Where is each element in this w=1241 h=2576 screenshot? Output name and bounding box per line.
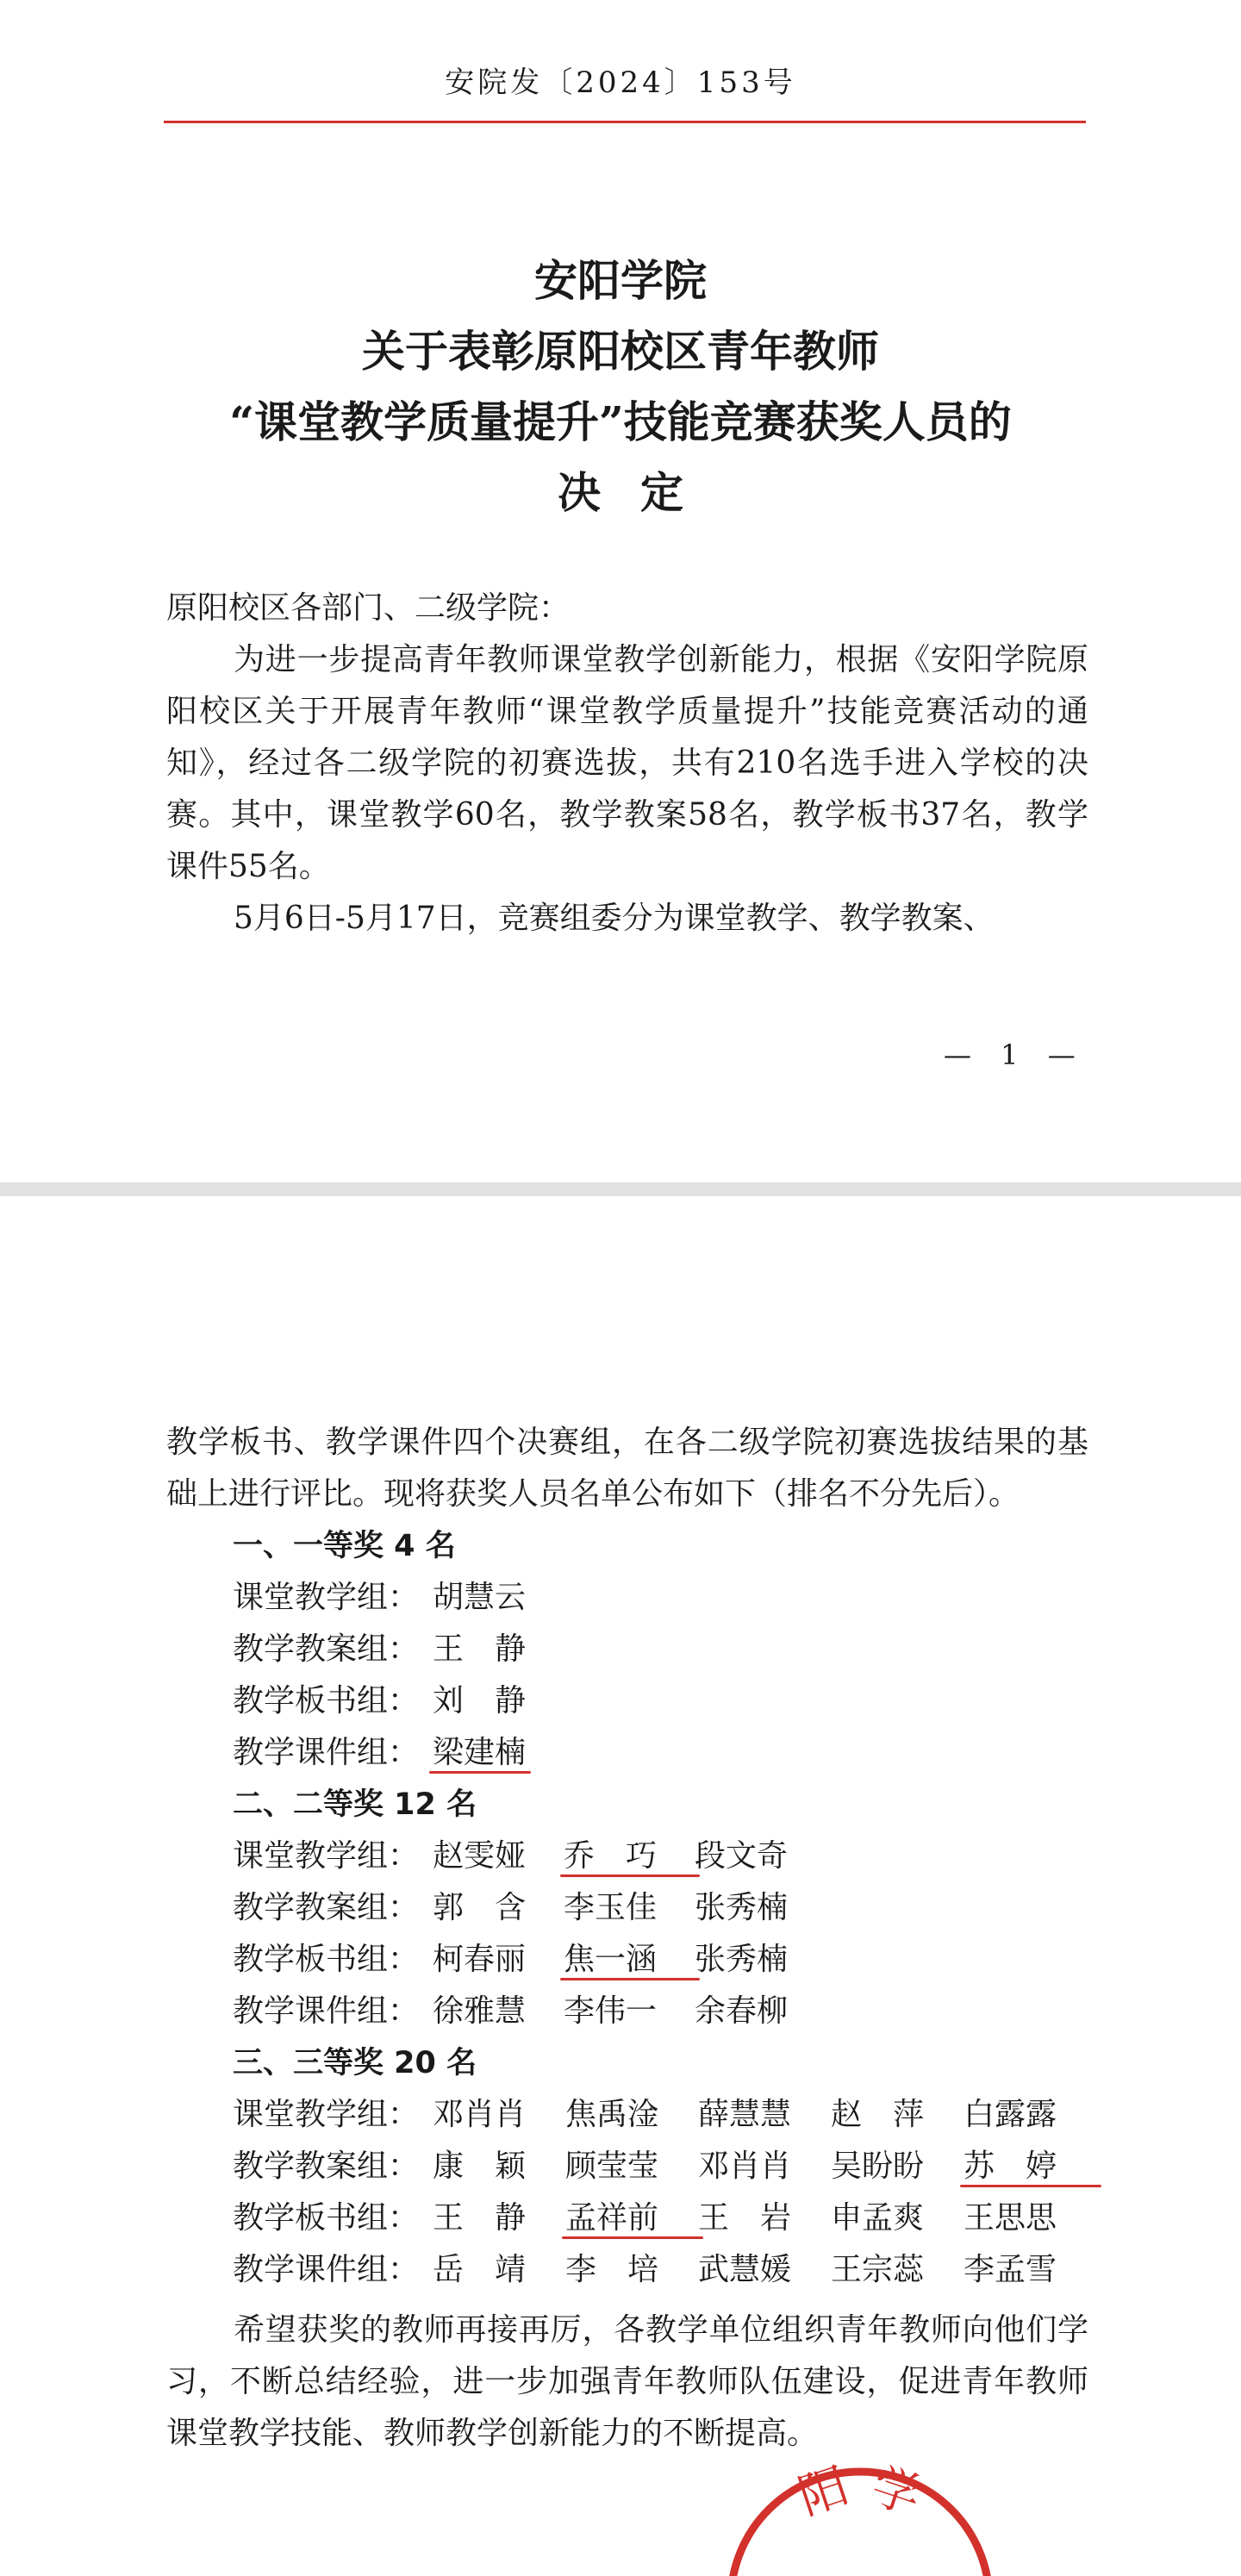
awardee-name: 岳 靖	[433, 2252, 527, 2287]
third-prize-heading: 三、三等奖 20 名	[233, 2046, 477, 2080]
awardee-name: 郭 含	[433, 1890, 527, 1925]
page-number: — 1 —	[944, 1039, 1086, 1071]
title-line-1: 安阳学院	[534, 255, 707, 306]
third-prize-row	[233, 2244, 1096, 2296]
awardee-name: 申孟爽	[831, 2200, 925, 2236]
first-prize-row	[233, 1572, 526, 1624]
closing-paragraph: 希望获奖的教师再接再厉，各教学单位组织青年教师向他们学习，不断总结经验，进一步加强青年教师队伍建设，促进青年教师课堂教学技能、教师教学创新能力的不断提高。	[166, 2312, 1088, 2451]
page-2	[0, 1196, 1241, 2576]
second-prize-row	[233, 1934, 826, 1986]
awardee-name: 康 颖	[433, 2149, 527, 2184]
awardee-name: 段文奇	[695, 1838, 789, 1874]
paragraph-2-start: 5月6日-5月17日，竞赛组委分为课堂教学、教学教案、	[234, 901, 995, 936]
group-label: 教学教案组：	[233, 1890, 420, 1925]
paragraph-1: 为进一步提高青年教师课堂教学创新能力，根据《安阳学院原阳校区关于开展青年教师“课堂教学质量提升”技能竞赛活动的通知》，经过各二级学院的初赛选拔，共有210名选手进入学校的决赛。其中，课堂教学60名，教学教案58名，教学板书37名，教学课件55名。	[166, 642, 1088, 884]
awardee-name: 李孟雪	[963, 2252, 1057, 2287]
awardee-name: 顾莹莹	[565, 2149, 659, 2184]
first-prize-row	[233, 1727, 526, 1779]
awardee-name: 邓肖肖	[698, 2149, 792, 2184]
second-prize-row	[233, 1831, 826, 1882]
awardee-name: 武慧媛	[698, 2252, 792, 2287]
awardee-name: 李伟一	[564, 1993, 658, 2029]
group-label: 教学课件组：	[233, 2252, 420, 2287]
awardee-name-underlined: 焦一涵	[564, 1934, 695, 1986]
awardee-name-underlined: 梁建楠	[433, 1727, 526, 1779]
group-label: 教学教案组：	[233, 2149, 420, 2184]
awardee-name: 李玉佳	[564, 1890, 658, 1925]
second-prize-row	[233, 1882, 826, 1934]
document-number: 安院发〔2024〕153号	[445, 65, 796, 100]
group-label: 课堂教学组：	[233, 1838, 420, 1874]
awardee-name-underlined: 孟祥前	[565, 2192, 698, 2244]
awardee-name: 徐雅慧	[433, 1993, 527, 2029]
third-prize-row	[233, 2192, 1096, 2244]
group-label: 教学课件组：	[233, 1993, 420, 2029]
awardee-name: 王思思	[963, 2200, 1057, 2236]
awardee-name: 王 静	[433, 1631, 527, 1667]
red-header-rule	[164, 121, 1086, 123]
awardee-name: 刘 静	[433, 1683, 527, 1718]
awardee-name: 白露露	[963, 2097, 1057, 2132]
title-line-3: “课堂教学质量提升”技能竞赛获奖人员的	[229, 396, 1012, 447]
awardee-name: 赵 萍	[831, 2097, 925, 2132]
awardee-name: 王 静	[433, 2200, 527, 2236]
page-separator	[0, 1182, 1241, 1196]
awardee-name: 焦禹淦	[565, 2097, 659, 2132]
awardee-name: 吴盼盼	[831, 2149, 925, 2184]
second-prize-row	[233, 1986, 826, 2037]
group-label: 课堂教学组：	[233, 1580, 420, 1615]
awardee-name: 张秀楠	[695, 1942, 789, 1977]
awardee-name-underlined: 乔 巧	[564, 1831, 695, 1882]
awardee-name: 余春柳	[695, 1993, 789, 2029]
page-1	[0, 0, 1241, 1182]
third-prize-row	[233, 2141, 1096, 2192]
first-prize-heading: 一、一等奖 4 名	[233, 1529, 456, 1563]
seal-text: 阳 学	[792, 2457, 928, 2527]
paragraph-2-continued: 教学板书、教学课件四个决赛组，在各二级学院初赛选拔结果的基础上进行评比。现将获奖人员名单公布如下（排名不分先后）。	[166, 1425, 1088, 1512]
salutation: 原阳校区各部门、二级学院：	[166, 590, 571, 626]
awardee-name: 胡慧云	[433, 1580, 527, 1615]
group-label: 教学课件组：	[233, 1735, 420, 1770]
awardee-name: 邓肖肖	[433, 2097, 527, 2132]
awardee-name: 王宗蕊	[831, 2252, 925, 2287]
awardee-name: 赵雯娅	[433, 1838, 527, 1874]
second-prize-heading: 二、二等奖 12 名	[233, 1787, 477, 1822]
third-prize-row	[233, 2089, 1096, 2141]
first-prize-row	[233, 1675, 526, 1727]
awardee-name: 李 培	[565, 2252, 659, 2287]
first-prize-row	[233, 1624, 526, 1675]
awardee-name: 张秀楠	[695, 1890, 789, 1925]
official-seal	[714, 2437, 1007, 2576]
group-label: 教学板书组：	[233, 1942, 420, 1977]
title-line-2: 关于表彰原阳校区青年教师	[362, 326, 879, 377]
group-label: 教学教案组：	[233, 1631, 420, 1667]
awardee-name-underlined: 苏 婷	[963, 2141, 1096, 2192]
title-line-4: 决定	[558, 467, 723, 518]
group-label: 课堂教学组：	[233, 2097, 420, 2132]
awardee-name: 柯春丽	[433, 1942, 527, 1977]
group-label: 教学板书组：	[233, 2200, 420, 2236]
awardee-name: 王 岩	[698, 2200, 792, 2236]
awardee-name: 薛慧慧	[698, 2097, 792, 2132]
group-label: 教学板书组：	[233, 1683, 420, 1718]
